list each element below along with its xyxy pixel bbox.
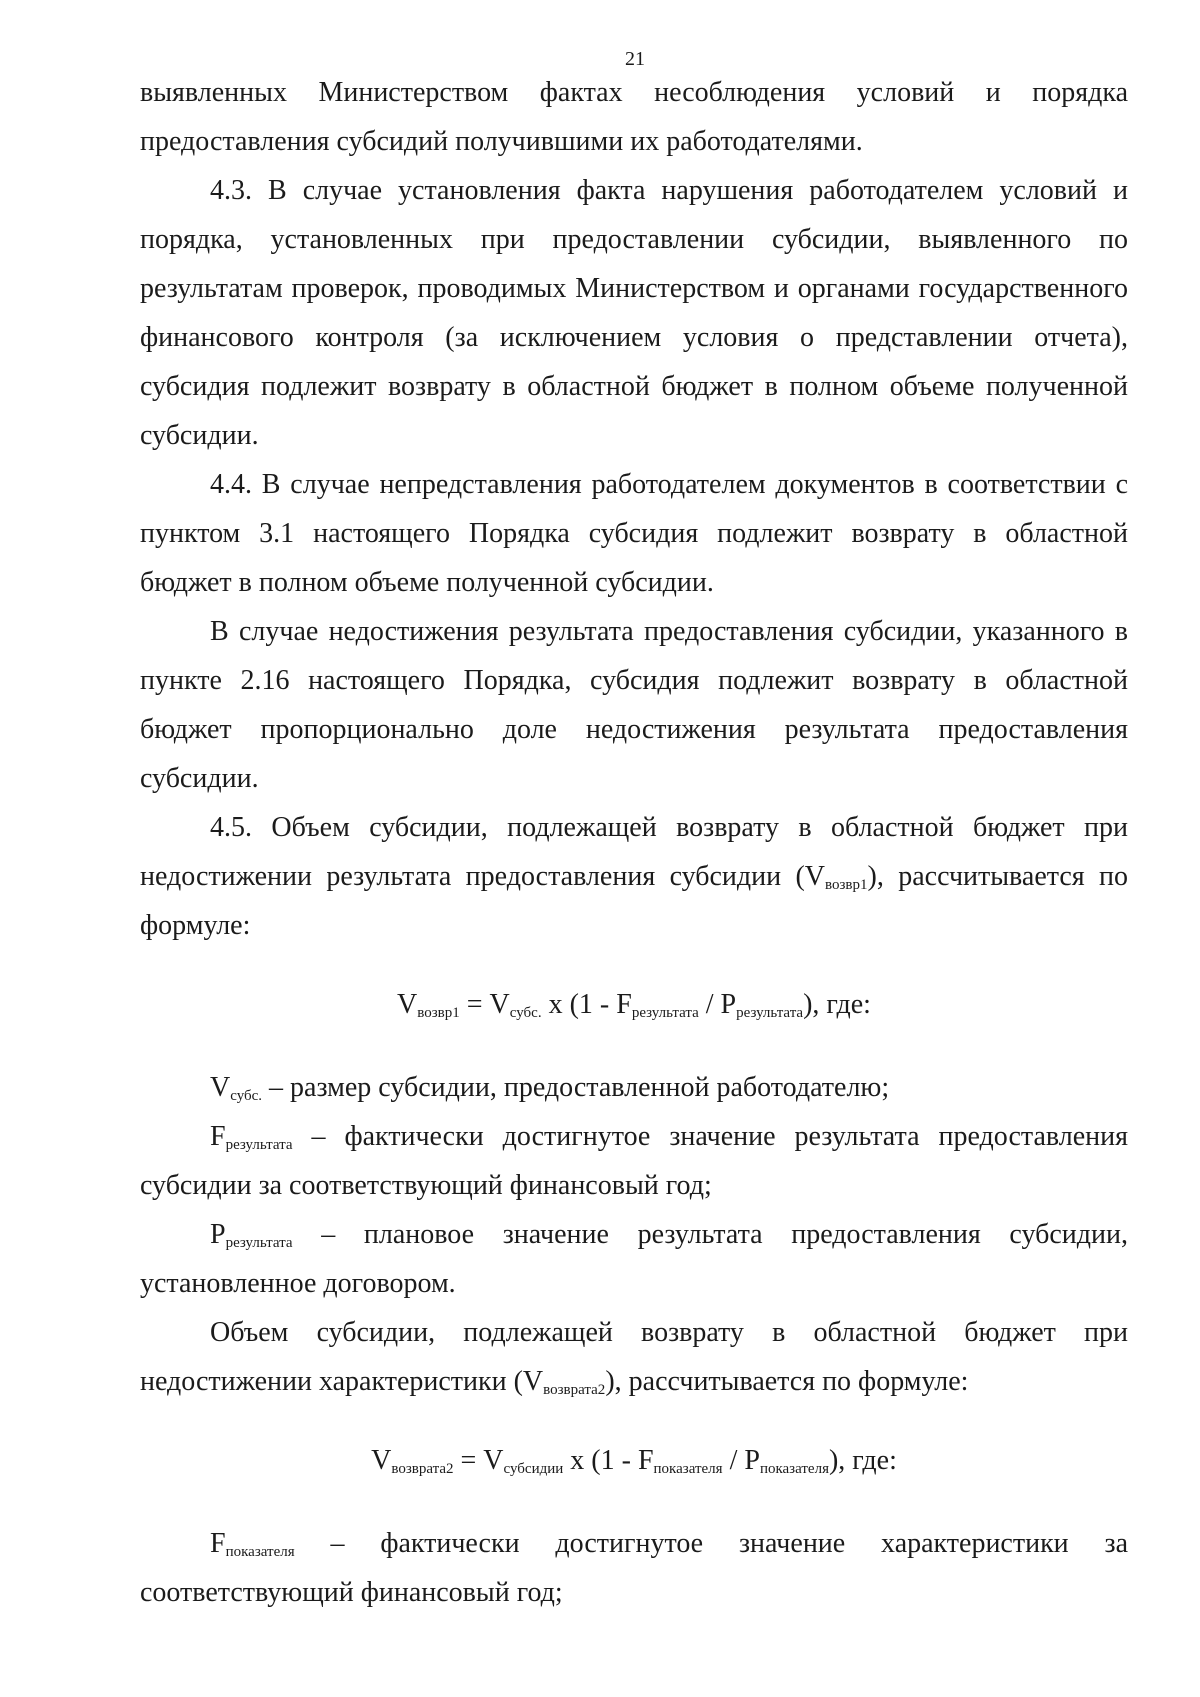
formula-1 [140, 980, 1128, 1029]
formula-1-part-2: x (1 - F [541, 989, 632, 1020]
paragraph-result-shortfall: В случае недостижения результата предоставления субсидии, указанного в пункте 2.16 настоящего Порядка, субсидия подлежит возврату в областной бюджет пропорционально доле недостижения результата предоставления субсидии. [140, 616, 1128, 794]
def-3-symbol: P [210, 1219, 226, 1250]
paragraph-continuation: выявленных Министерством фактах несоблюдения условий и порядка предоставления субсидий получившими их работодателями. [140, 77, 1128, 157]
definition-f-result [140, 1112, 1128, 1210]
def-3-text: – плановое значение результата предоставления субсидии, установленное договором. [140, 1219, 1128, 1299]
formula-1-part-3: / P [698, 989, 737, 1020]
def-1-sub: субс. [230, 1088, 263, 1104]
formula-1-part-1: = V [459, 989, 510, 1020]
formula-2-sub-3: показателя [653, 1461, 723, 1477]
formula-1-sub-3: результата [631, 1005, 699, 1021]
formula-2-sub-4: показателя [759, 1461, 829, 1477]
def-2-symbol: F [210, 1121, 226, 1152]
formula-2-sub-1: возврата2 [391, 1461, 454, 1477]
formula-2-part-4: ), где: [828, 1445, 897, 1476]
def-2-sub: результата [225, 1137, 293, 1153]
formula-2-sub-2: субсидии [503, 1461, 564, 1477]
formula-1-sub-1: возвр1 [417, 1005, 460, 1021]
formula-1-sub-4: результата [736, 1005, 804, 1021]
def-4-symbol: F [210, 1528, 226, 1559]
formula-2-part-3: / P [722, 1445, 760, 1476]
def-3-sub: результата [225, 1235, 293, 1251]
def-4-sub: показателя [225, 1544, 295, 1560]
document-body [140, 68, 1128, 1617]
p6-text-a: Объем субсидии, подлежащей возврату в областной бюджет при недостижении характеристики (V [140, 1317, 1128, 1397]
formula-2 [140, 1436, 1128, 1485]
def-4-text: – фактически достигнутое значение характеристики за соответствующий финансовый год; [140, 1528, 1128, 1608]
p45-text-b: ), рассчитывается по формуле: [140, 861, 1128, 941]
formula-1-v: V [397, 989, 418, 1020]
p45-text-a: 4.5. Объем субсидии, подлежащей возврату в областной бюджет при недостижении результата предоставления субсидии (V [140, 812, 1128, 892]
formula-2-part-2: x (1 - F [563, 1445, 654, 1476]
def-2-text: – фактически достигнутое значение результата предоставления субсидии за соответствующий финансовый год; [140, 1121, 1128, 1201]
formula-1-part-4: ), где: [803, 989, 871, 1020]
formula-1-sub-2: субс. [509, 1005, 542, 1021]
p6-text-b: ), рассчитывается по формуле: [605, 1366, 969, 1397]
p45-subscript: возвр1 [825, 877, 868, 893]
definition-p-result [140, 1210, 1128, 1308]
def-1-symbol: V [210, 1072, 231, 1103]
def-1-text: – размер субсидии, предоставленной работодателю; [262, 1072, 890, 1103]
formula-2-part-1: = V [453, 1445, 504, 1476]
paragraph-4-4: 4.4. В случае непредставления работодателем документов в соответствии с пунктом 3.1 настоящего Порядка субсидия подлежит возврату в областной бюджет в полном объеме полученной субсидии. [140, 469, 1128, 598]
formula-2-v: V [371, 1445, 392, 1476]
p6-subscript: возврата2 [543, 1382, 606, 1398]
paragraph-4-5 [140, 803, 1128, 950]
definition-f-indicator [140, 1519, 1128, 1617]
paragraph-characteristic [140, 1308, 1128, 1406]
paragraph-4-3: 4.3. В случае установления факта нарушения работодателем условий и порядка, установленных при предоставлении субсидии, выявленного по результатам проверок, проводимых Министерством и органами государственного финансового контроля (за исключением условия о представлении отчета), субсидия подлежит возврату в областной бюджет в полном объеме полученной субсидии. [140, 175, 1128, 451]
definition-v-subs [140, 1063, 1128, 1112]
page-number: 21 [625, 48, 645, 70]
